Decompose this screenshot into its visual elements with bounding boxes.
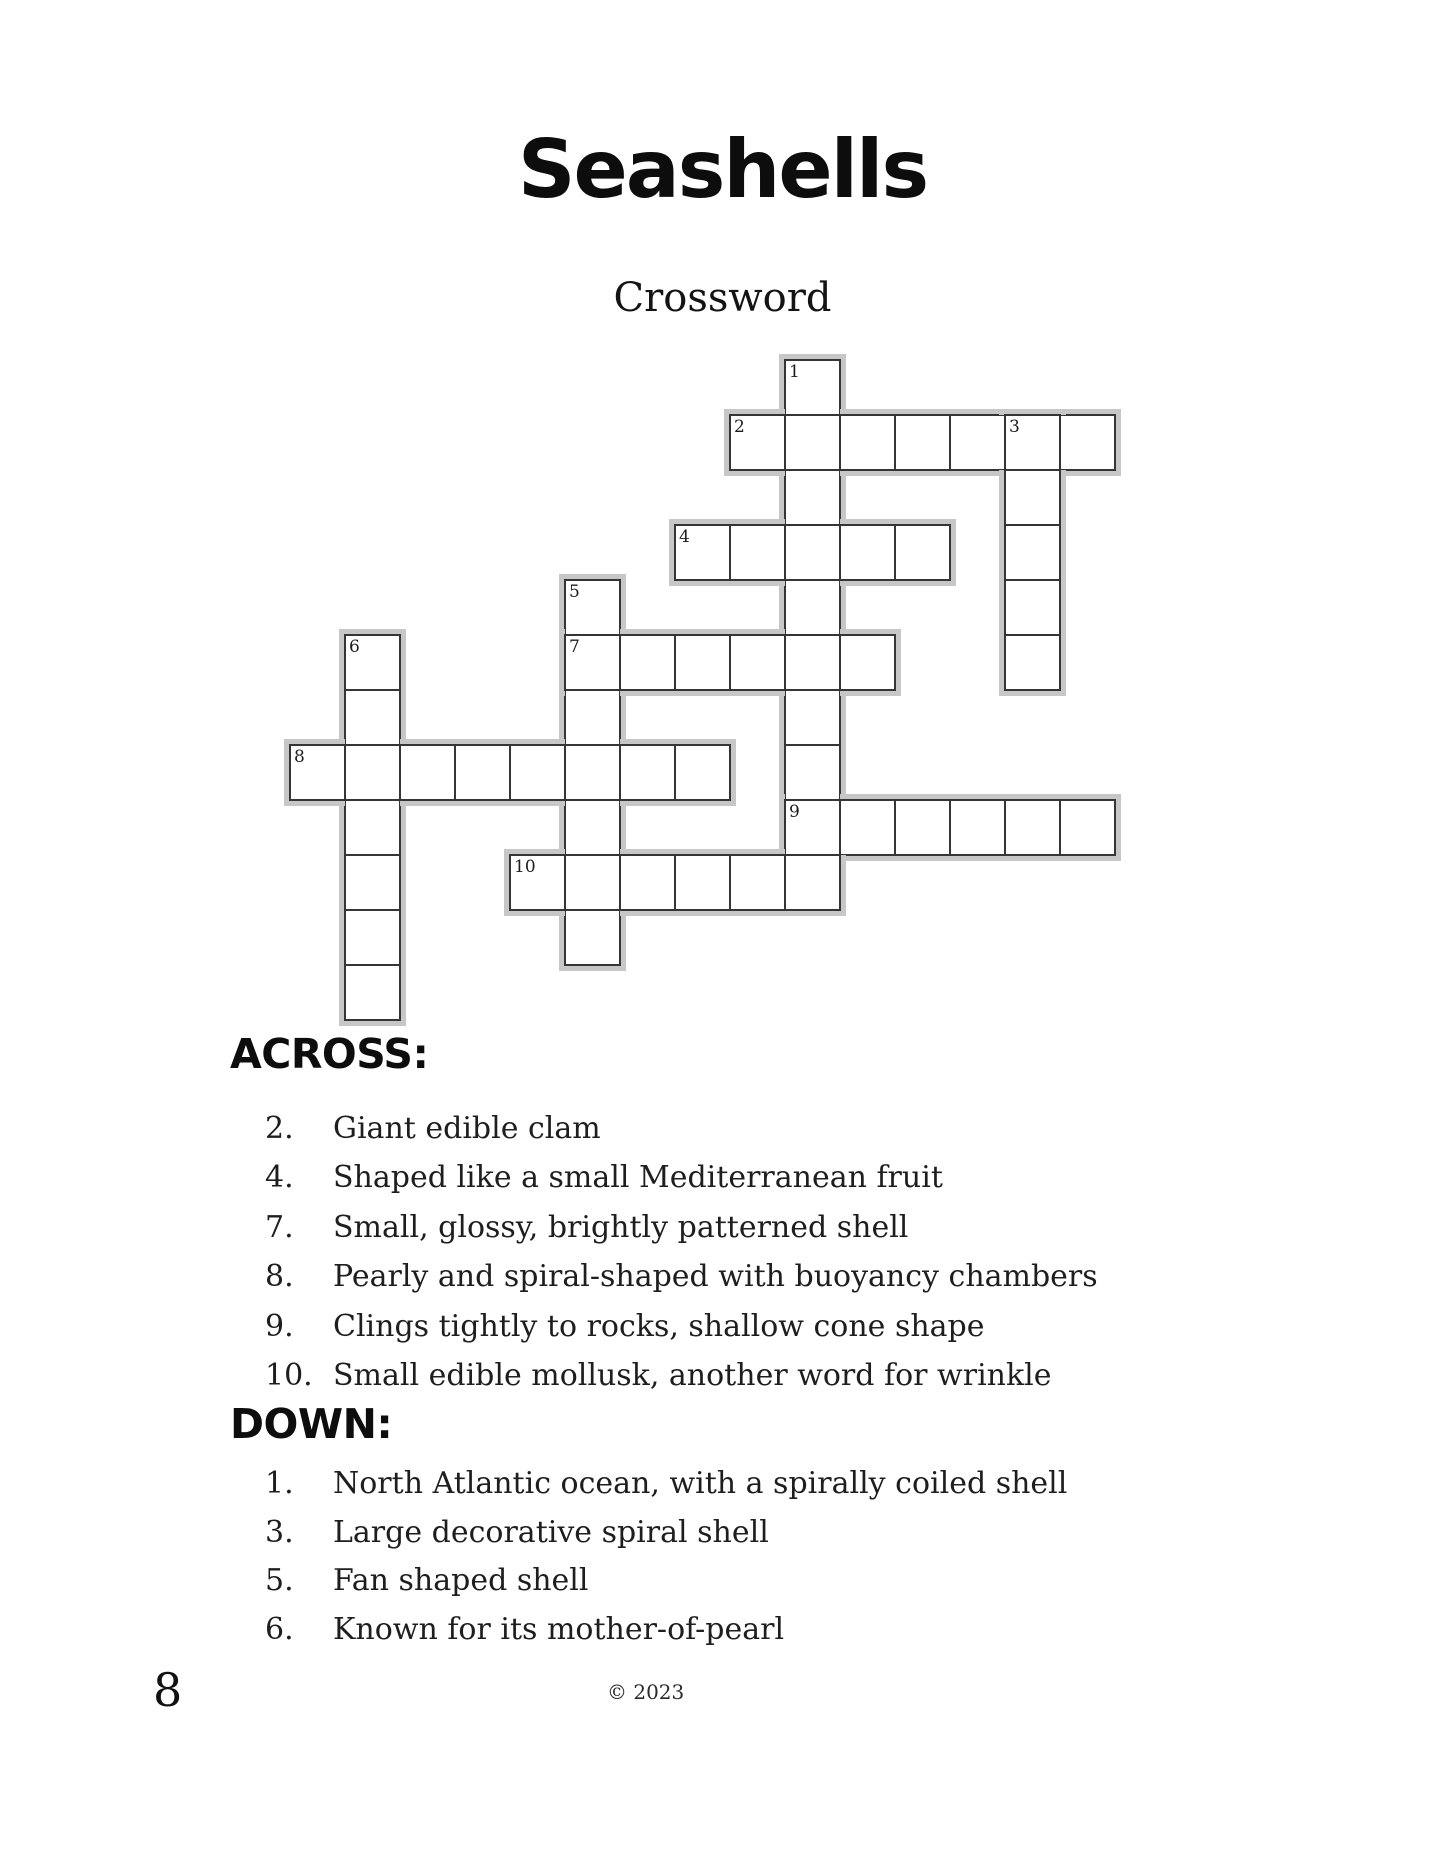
grid-cell: [345, 855, 400, 910]
down-clue-list: [265, 1460, 1067, 1655]
grid-cell: [1005, 525, 1060, 580]
cell-number-label: 2: [734, 417, 745, 437]
grid-cell: [785, 470, 840, 525]
clue-across-4: [265, 1153, 1098, 1202]
across-section-header: ACROSS:: [230, 1030, 429, 1078]
grid-cell: [510, 745, 565, 800]
clue-number: 5.: [265, 1563, 294, 1599]
clue-down-3: [265, 1509, 1067, 1558]
clue-across-8: [265, 1252, 1098, 1301]
grid-cell: [1005, 800, 1060, 855]
page-number: 8: [153, 1663, 183, 1717]
grid-cell: [785, 580, 840, 635]
cell-number-label: 10: [514, 857, 536, 877]
clue-number: 4.: [265, 1160, 294, 1196]
grid-cell: [675, 745, 730, 800]
grid-cell: [620, 855, 675, 910]
clue-number: 1.: [265, 1466, 294, 1501]
cell-number-label: 8: [294, 747, 305, 767]
grid-cell: [840, 800, 895, 855]
grid-cell: [895, 415, 950, 470]
grid-cell: [565, 745, 620, 800]
clue-text: Known for its mother-of-pearl: [333, 1612, 785, 1648]
clue-text: Pearly and spiral-shaped with buoyancy chambers: [333, 1259, 1098, 1295]
grid-cell: [950, 800, 1005, 855]
page-title: Seashells: [517, 123, 928, 216]
grid-cell: [675, 855, 730, 910]
grid-cell: [345, 800, 400, 855]
clue-across-2: [265, 1104, 1098, 1153]
clue-number: 7.: [265, 1209, 294, 1245]
clue-number: 9.: [265, 1308, 294, 1344]
grid-cell: [840, 525, 895, 580]
clue-across-7: [265, 1203, 1098, 1252]
grid-cell: [565, 800, 620, 855]
grid-cell: [345, 690, 400, 745]
clue-number: 3.: [265, 1514, 294, 1550]
grid-cell: [620, 635, 675, 690]
grid-cell: [730, 635, 785, 690]
grid-cell: [620, 745, 675, 800]
cell-number-label: 4: [679, 527, 690, 547]
down-section-header: DOWN:: [230, 1400, 393, 1448]
clue-number: 6.: [265, 1612, 294, 1648]
clue-down-5: [265, 1557, 1067, 1606]
grid-cell: [345, 910, 400, 965]
grid-cell: [455, 745, 510, 800]
cell-number-label: 5: [569, 582, 580, 602]
grid-cell: [730, 855, 785, 910]
clue-text: Clings tightly to rocks, shallow cone shape: [333, 1308, 985, 1344]
clue-down-6: [265, 1606, 1067, 1655]
grid-cell: [785, 525, 840, 580]
clue-text: Fan shaped shell: [333, 1563, 589, 1599]
grid-cell: [675, 635, 730, 690]
across-clue-list: [265, 1104, 1098, 1400]
grid-cell: [840, 635, 895, 690]
grid-cell: [400, 745, 455, 800]
grid-cell: [1005, 470, 1060, 525]
grid-cell: [1060, 800, 1115, 855]
page-subtitle: Crossword: [613, 275, 832, 321]
grid-cell: [565, 910, 620, 965]
clue-down-1: [265, 1460, 1067, 1509]
clue-number: 10.: [265, 1357, 313, 1393]
grid-cell: [730, 525, 785, 580]
cell-number-label: 9: [789, 802, 800, 822]
cell-number-label: 3: [1009, 417, 1020, 437]
grid-cell: [785, 415, 840, 470]
grid-cell: [785, 635, 840, 690]
clue-text: Large decorative spiral shell: [333, 1514, 769, 1550]
clue-text: Giant edible clam: [333, 1111, 601, 1146]
copyright-notice: © 2023: [607, 1680, 685, 1704]
grid-cell: [840, 415, 895, 470]
clue-number: 2.: [265, 1111, 294, 1146]
clue-text: Small, glossy, brightly patterned shell: [333, 1209, 909, 1245]
grid-cell: [785, 745, 840, 800]
grid-cell: [565, 855, 620, 910]
grid-cell: [1005, 580, 1060, 635]
grid-cell: [785, 690, 840, 745]
grid-cell: [345, 965, 400, 1020]
grid-cell: [950, 415, 1005, 470]
clue-number: 8.: [265, 1259, 294, 1295]
grid-cell: [785, 855, 840, 910]
clue-across-10: [265, 1351, 1098, 1400]
grid-cell: [565, 690, 620, 745]
grid-cell: [1005, 635, 1060, 690]
cell-number-label: 6: [349, 637, 360, 657]
grid-cell: [895, 525, 950, 580]
clue-across-9: [265, 1302, 1098, 1351]
grid-cell: [895, 800, 950, 855]
grid-cell: [1060, 415, 1115, 470]
grid-cell: [345, 745, 400, 800]
clue-text: Shaped like a small Mediterranean fruit: [333, 1160, 943, 1196]
clue-text: North Atlantic ocean, with a spirally coiled shell: [333, 1466, 1068, 1501]
cell-number-label: 7: [569, 637, 580, 657]
cell-number-label: 1: [789, 362, 800, 382]
clue-text: Small edible mollusk, another word for wrinkle: [333, 1357, 1052, 1393]
